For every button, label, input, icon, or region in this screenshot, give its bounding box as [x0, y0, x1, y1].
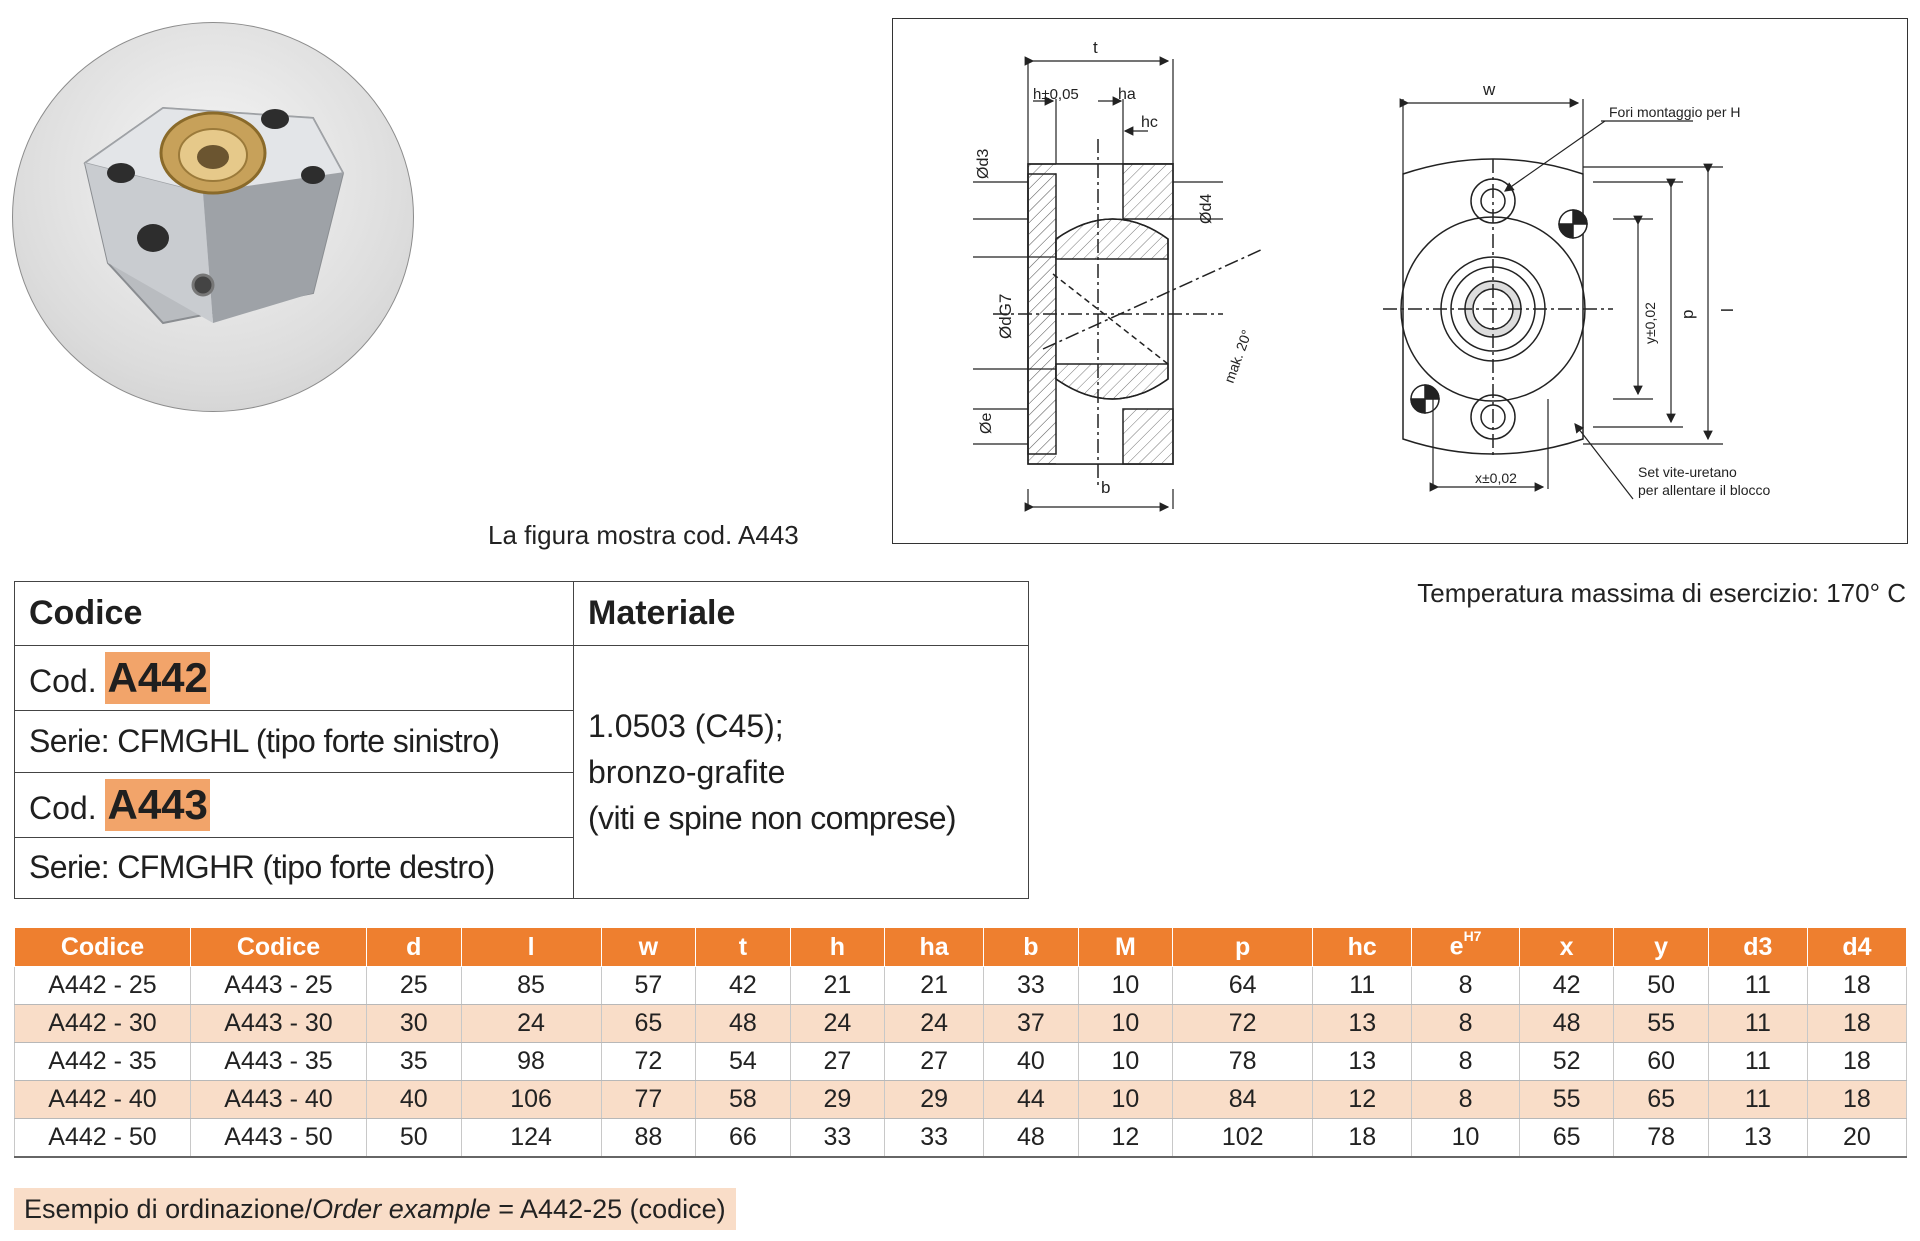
series-cfmghl: Serie: CFMGHL (tipo forte sinistro) [15, 711, 574, 772]
code-a443: A443 [105, 779, 209, 831]
table-cell: 10 [1078, 1005, 1173, 1043]
table-cell: 72 [1173, 1005, 1313, 1043]
code-a443-cell [15, 772, 574, 837]
table-cell: A442 - 50 [15, 1119, 191, 1158]
col-p: p [1173, 928, 1313, 967]
dim-d3: Ød3 [975, 148, 992, 179]
dim-ha: ha [1118, 86, 1136, 103]
col-d: d [367, 928, 462, 967]
header-codice: Codice [15, 582, 574, 646]
table-cell: A442 - 25 [15, 967, 191, 1005]
cod-prefix: Cod. [29, 789, 97, 826]
table-row [15, 1081, 1907, 1119]
table-cell: A442 - 30 [15, 1005, 191, 1043]
table-cell: 78 [1173, 1043, 1313, 1081]
table-row [15, 967, 1907, 1005]
table-cell: 65 [1519, 1119, 1614, 1158]
table-row [15, 1043, 1907, 1081]
material-cell [574, 646, 1029, 899]
table-cell: 50 [1614, 967, 1709, 1005]
table-cell: 12 [1078, 1119, 1173, 1158]
table-cell: 21 [885, 967, 984, 1005]
order-example [14, 1188, 736, 1230]
col-ha: ha [885, 928, 984, 967]
dim-y: y±0,02 [1642, 302, 1658, 344]
dimensions-table [14, 927, 1907, 1158]
col-e-label: e [1449, 932, 1464, 961]
table-cell: 27 [790, 1043, 885, 1081]
table-cell: 37 [984, 1005, 1079, 1043]
dim-d: ØdG7 [996, 293, 1015, 339]
table-cell: 84 [1173, 1081, 1313, 1119]
table-cell: 98 [461, 1043, 601, 1081]
label-set-2: per allentare il blocco [1638, 482, 1771, 498]
table-cell: 52 [1519, 1043, 1614, 1081]
series-cfmghr: Serie: CFMGHR (tipo forte destro) [15, 837, 574, 898]
table-cell: 102 [1173, 1119, 1313, 1158]
table-cell: 18 [1807, 1081, 1906, 1119]
table-cell: 106 [461, 1081, 601, 1119]
table-cell: 48 [1519, 1005, 1614, 1043]
table-cell: 24 [790, 1005, 885, 1043]
table-cell: 18 [1807, 1043, 1906, 1081]
table-cell: 33 [790, 1119, 885, 1158]
col-hc: hc [1313, 928, 1412, 967]
table-cell: 11 [1313, 967, 1412, 1005]
col-h: h [790, 928, 885, 967]
table-cell: 66 [696, 1119, 791, 1158]
table-cell: 13 [1313, 1043, 1412, 1081]
table-cell: 8 [1412, 1005, 1520, 1043]
dim-p: p [1678, 309, 1697, 319]
table-cell: A443 - 35 [191, 1043, 367, 1081]
product-photo [12, 22, 414, 412]
table-cell: A443 - 25 [191, 967, 367, 1005]
col-w: w [601, 928, 696, 967]
col-e [1412, 928, 1520, 967]
table-cell: 10 [1412, 1119, 1520, 1158]
table-cell: 12 [1313, 1081, 1412, 1119]
col-d3: d3 [1708, 928, 1807, 967]
col-d4: d4 [1807, 928, 1906, 967]
table-cell: 10 [1078, 967, 1173, 1005]
table-cell: 24 [461, 1005, 601, 1043]
table-cell: 25 [367, 967, 462, 1005]
col-t: t [696, 928, 791, 967]
table-cell: 72 [601, 1043, 696, 1081]
dimensions-body [15, 967, 1907, 1158]
col-codice-a443: Codice [191, 928, 367, 967]
table-cell: 54 [696, 1043, 791, 1081]
header-materiale: Materiale [574, 582, 1029, 646]
table-cell: 29 [885, 1081, 984, 1119]
table-cell: 8 [1412, 967, 1520, 1005]
table-cell: 85 [461, 967, 601, 1005]
material-line-2: bronzo-grafite [588, 754, 786, 791]
table-cell: 21 [790, 967, 885, 1005]
code-a442-cell [15, 646, 574, 711]
table-cell: A443 - 40 [191, 1081, 367, 1119]
order-prefix: Esempio di ordinazione/ [24, 1194, 313, 1224]
table-cell: 65 [601, 1005, 696, 1043]
table-cell: 11 [1708, 967, 1807, 1005]
table-cell: 88 [601, 1119, 696, 1158]
table-cell: 42 [696, 967, 791, 1005]
cod-prefix: Cod. [29, 663, 97, 700]
dim-hc: hc [1141, 114, 1158, 131]
table-cell: A442 - 40 [15, 1081, 191, 1119]
table-cell: 27 [885, 1043, 984, 1081]
figure-caption: La figura mostra cod. A443 [488, 520, 799, 550]
table-cell: 48 [984, 1119, 1079, 1158]
label-fori: Fori montaggio per H [1609, 104, 1741, 120]
table-cell: 29 [790, 1081, 885, 1119]
table-cell: 33 [885, 1119, 984, 1158]
col-e-tolerance: H7 [1463, 928, 1482, 945]
max-temperature: Temperatura massima di esercizio: 170° C [1417, 578, 1906, 608]
dim-w: w [1483, 80, 1496, 99]
col-y: y [1614, 928, 1709, 967]
table-cell: 30 [367, 1005, 462, 1043]
table-cell: 65 [1614, 1081, 1709, 1119]
table-cell: 24 [885, 1005, 984, 1043]
dim-d4: Ød4 [1198, 193, 1215, 224]
table-cell: 10 [1078, 1043, 1173, 1081]
order-suffix: = A442-25 (codice) [490, 1194, 726, 1224]
table-row [15, 1119, 1907, 1158]
dim-h: h±0,05 [1033, 86, 1079, 103]
front-view [1383, 159, 1613, 459]
table-cell: A442 - 35 [15, 1043, 191, 1081]
material-line-1: 1.0503 (C45); [588, 708, 784, 745]
dimensions-header-row [15, 928, 1907, 967]
dim-l: l [1718, 308, 1737, 312]
label-set-1: Set vite-uretano [1638, 464, 1737, 480]
material-line-3: (viti e spine non comprese) [588, 800, 956, 837]
table-cell: 44 [984, 1081, 1079, 1119]
table-cell: 13 [1708, 1119, 1807, 1158]
table-cell: 57 [601, 967, 696, 1005]
table-cell: 60 [1614, 1043, 1709, 1081]
table-cell: 50 [367, 1119, 462, 1158]
table-row [15, 1005, 1907, 1043]
table-cell: 33 [984, 967, 1079, 1005]
col-b: b [984, 928, 1079, 967]
table-cell: 18 [1807, 967, 1906, 1005]
table-cell: A443 - 30 [191, 1005, 367, 1043]
code-a442: A442 [105, 652, 209, 704]
dim-t: t [1093, 38, 1098, 57]
table-cell: 11 [1708, 1005, 1807, 1043]
col-codice-a442: Codice [15, 928, 191, 967]
table-cell: 58 [696, 1081, 791, 1119]
table-cell: 77 [601, 1081, 696, 1119]
material-table [14, 581, 1029, 899]
dim-b: b [1101, 478, 1111, 497]
dim-e: Øe [978, 412, 995, 434]
table-cell: 64 [1173, 967, 1313, 1005]
table-cell: 8 [1412, 1043, 1520, 1081]
table-cell: 40 [367, 1081, 462, 1119]
table-cell: A443 - 50 [191, 1119, 367, 1158]
table-cell: 55 [1614, 1005, 1709, 1043]
table-cell: 124 [461, 1119, 601, 1158]
table-cell: 78 [1614, 1119, 1709, 1158]
col-m: M [1078, 928, 1173, 967]
section-view [993, 139, 1263, 489]
col-l: l [461, 928, 601, 967]
table-cell: 48 [696, 1005, 791, 1043]
table-cell: 20 [1807, 1119, 1906, 1158]
table-cell: 13 [1313, 1005, 1412, 1043]
table-cell: 18 [1313, 1119, 1412, 1158]
table-cell: 35 [367, 1043, 462, 1081]
technical-drawing [892, 18, 1908, 544]
order-italic: Order example [312, 1194, 491, 1224]
table-cell: 10 [1078, 1081, 1173, 1119]
table-cell: 8 [1412, 1081, 1520, 1119]
table-cell: 42 [1519, 967, 1614, 1005]
col-x: x [1519, 928, 1614, 967]
table-cell: 11 [1708, 1081, 1807, 1119]
table-cell: 18 [1807, 1005, 1906, 1043]
table-cell: 11 [1708, 1043, 1807, 1081]
table-cell: 40 [984, 1043, 1079, 1081]
table-cell: 55 [1519, 1081, 1614, 1119]
dim-x: x±0,02 [1475, 470, 1517, 486]
dim-angle: mak. 20° [1220, 327, 1255, 386]
